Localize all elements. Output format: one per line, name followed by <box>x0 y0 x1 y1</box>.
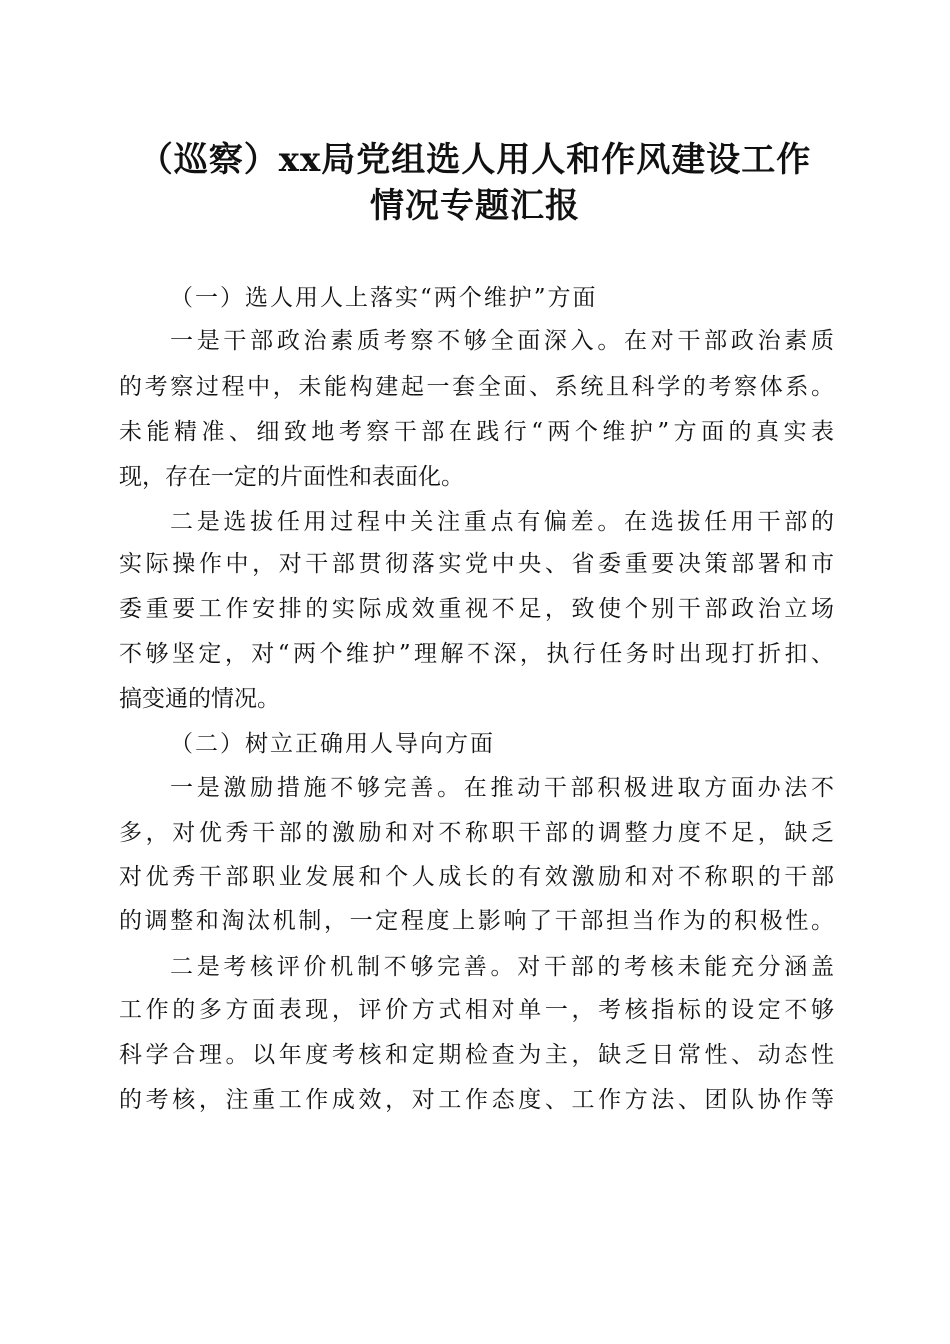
paragraph-line: 科学合理。以年度考核和定期检查为主，缺乏日常性、动态性 <box>119 1042 834 1068</box>
paragraph-line: 搞变通的情况。 <box>119 686 280 712</box>
paragraph-line: 一是干部政治素质考察不够全面深入。在对干部政治素质 <box>170 328 834 354</box>
paragraph-line: 二是考核评价机制不够完善。对干部的考核未能充分涵盖 <box>170 954 834 980</box>
paragraph-line: 一是激励措施不够完善。在推动干部积极进取方面办法不 <box>170 775 834 801</box>
paragraph-line: 不够坚定，对“两个维护”理解不深，执行任务时出现打折扣、 <box>119 641 834 667</box>
section-1-heading: （一）选人用人上落实“两个维护”方面 <box>170 285 598 311</box>
document-title-line-1: （巡察）xx局党组选人用人和作风建设工作 <box>138 140 812 180</box>
paragraph-line: 的考察过程中，未能构建起一套全面、系统且科学的考察体系。 <box>119 374 834 400</box>
paragraph-line: 委重要工作安排的实际成效重视不足，致使个别干部政治立场 <box>119 596 834 622</box>
paragraph-line: 现，存在一定的片面性和表面化。 <box>119 464 464 490</box>
paragraph-line: 二是选拔任用过程中关注重点有偏差。在选拔任用干部的 <box>170 509 834 535</box>
paragraph-line: 的考核，注重工作成效，对工作态度、工作方法、团队协作等 <box>119 1087 834 1113</box>
paragraph-line: 未能精准、细致地考察干部在践行“两个维护”方面的真实表 <box>119 419 834 445</box>
paragraph-line: 多，对优秀干部的激励和对不称职干部的调整力度不足，缺乏 <box>119 820 834 846</box>
paragraph-line: 实际操作中，对干部贯彻落实党中央、省委重要决策部署和市 <box>119 551 834 577</box>
section-2-heading: （二）树立正确用人导向方面 <box>170 731 495 757</box>
paragraph-line: 的调整和淘汰机制，一定程度上影响了干部担当作为的积极性。 <box>119 908 834 934</box>
document-title-line-2: 情况专题汇报 <box>370 186 580 226</box>
paragraph-line: 对优秀干部职业发展和个人成长的有效激励和对不称职的干部 <box>119 864 834 890</box>
paragraph-line: 工作的多方面表现，评价方式相对单一，考核指标的设定不够 <box>119 997 834 1023</box>
